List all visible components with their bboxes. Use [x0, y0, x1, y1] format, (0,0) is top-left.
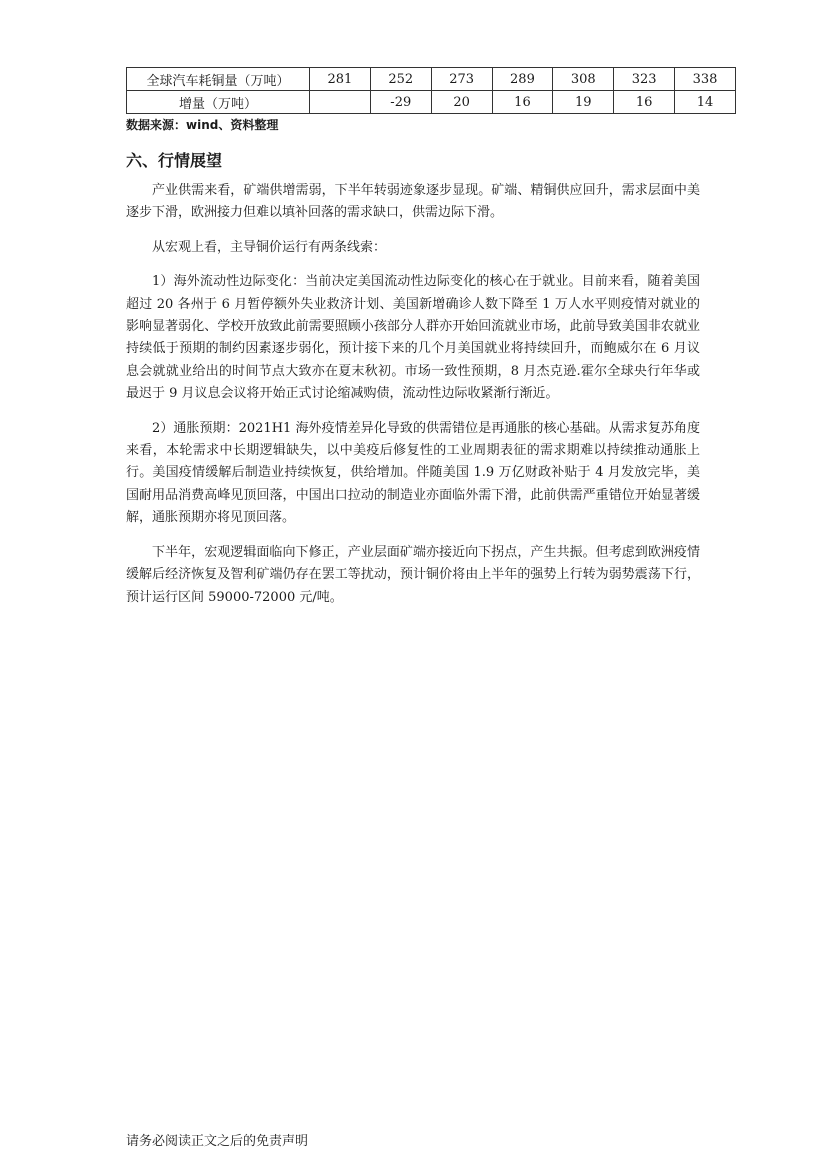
row-label: 全球汽车耗铜量（万吨）	[127, 68, 310, 91]
table-cell: -29	[370, 91, 431, 114]
row-label: 增量（万吨）	[127, 91, 310, 114]
table-cell: 338	[675, 68, 736, 91]
table-cell: 323	[614, 68, 675, 91]
table-cell: 20	[431, 91, 492, 114]
table-cell: 289	[492, 68, 553, 91]
section-heading: 六、行情展望	[126, 151, 223, 170]
table-row	[127, 68, 736, 91]
table-cell: 14	[675, 91, 736, 114]
table-cell: 16	[614, 91, 675, 114]
copper-consumption-table	[126, 67, 736, 114]
paragraph-macro-intro: 从宏观上看，主导铜价运行有两条线索：	[152, 239, 387, 255]
table-cell: 273	[431, 68, 492, 91]
table-row	[127, 91, 736, 114]
table-cell	[310, 91, 371, 114]
section-body	[126, 180, 700, 621]
paragraph-supply-demand: 产业供需来看，矿端供增需弱，下半年转弱迹象逐步显现。矿端、精铜供应回升，需求层面中美逐步下滑，欧洲接力但难以填补回落的需求缺口，供需边际下滑。	[126, 183, 700, 221]
table-cell: 16	[492, 91, 553, 114]
table-cell: 19	[553, 91, 614, 114]
data-source-note: 数据来源：wind、资料整理	[126, 118, 279, 132]
paragraph-inflation: 2）通胀预期：2021H1 海外疫情差异化导致的供需错位是再通胀的核心基础。从需求复苏角度来看，本轮需求中长期逻辑缺失，以中美疫后修复性的工业周期表征的需求期难以持续推动通胀上行。美国疫情缓解后制造业持续恢复，供给增加。伴随美国 1.9 万亿财政补贴于 4 月发放完毕，美国耐用品消费高峰见顶回落，中国出口拉动的制造业亦面临外需下滑，此前供需严重错位开始显著缓解，通胀预期亦将见顶回落。	[126, 420, 700, 526]
table-cell: 252	[370, 68, 431, 91]
paragraph-outlook: 下半年，宏观逻辑面临向下修正，产业层面矿端亦接近向下拐点，产生共振。但考虑到欧洲疫情缓解后经济恢复及智利矿端仍存在罢工等扰动，预计铜价将由上半年的强势上行转为弱势震荡下行，预计运行区间 59000-72000 元/吨。	[126, 544, 700, 605]
paragraph-liquidity: 1）海外流动性边际变化：当前决定美国流动性边际变化的核心在于就业。目前来看，随着美国超过 20 各州于 6 月暂停额外失业救济计划、美国新增确诊人数下降至 1 万人水平则疫情对就业的影响显著弱化、学校开放致此前需要照顾小孩部分人群亦开始回流就业市场，此前导致美国非农就业持续低于预期的制约因素逐步弱化，预计接下来的几个月美国就业将持续回升，而鲍威尔在 6 月议息会就就业给出的时间节点大致亦在夏末秋初。市场一致性预期，8 月杰克逊.霍尔全球央行年华或最迟于 9 月议息会议将开始正式讨论缩减购债，流动性边际收紧渐行渐近。	[126, 274, 700, 402]
disclaimer-footer: 请务必阅读正文之后的免责声明	[126, 1134, 309, 1149]
table-cell: 281	[310, 68, 371, 91]
table-cell: 308	[553, 68, 614, 91]
